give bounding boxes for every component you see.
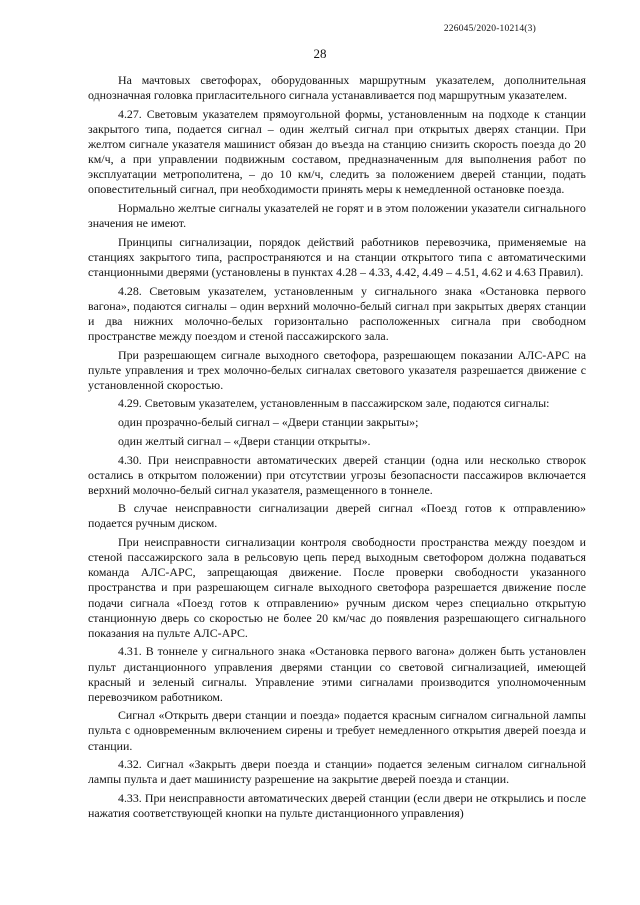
paragraph: 4.33. При неисправности автоматических дверей станции (если двери не открылись и после нажатия соответствующей кнопки на пульте дистанционного управления) xyxy=(88,791,586,821)
paragraph: Нормально желтые сигналы указателей не горят и в этом положении указатели сигнального значения не имеют. xyxy=(88,200,586,231)
paragraph: один прозрачно-белый сигнал – «Двери станции закрыты»; xyxy=(118,415,419,430)
paragraph: 4.32. Сигнал «Закрыть двери поезда и станции» подается зеленым сигналом сигнальной лампы пульта и дает машинисту разрешение на закрытие дверей поезда и станции. xyxy=(88,757,586,787)
paragraph: На мачтовых светофорах, оборудованных маршрутным указателем, дополнительная однозначная головка пригласительного сигнала устанавливается под маршрутным указателем. xyxy=(88,73,586,103)
paragraph: При разрешающем сигнале выходного светофора, разрешающем показании АЛС-АРС на пульте управления и трех молочно-белых сигналах светового указателя разрешается движение с установленной скоростью. xyxy=(88,347,586,392)
paragraph: Принципы сигнализации, порядок действий работников перевозчика, применяемые на станциях закрытого типа, распространяются и на станции открытого типа с автоматическими станционными дверями (установлены в пунктах 4.28 – 4.33, 4.42, 4.49 – 4.51, 4.62 и 4.63 Правил). xyxy=(88,234,586,279)
paragraph: В случае неисправности сигнализации дверей сигнал «Поезд готов к отправлению» подается ручным диском. xyxy=(88,501,586,531)
paragraph: При неисправности сигнализации контроля свободности пространства между поездом и стеной пассажирского зала в рельсовую цепь перед выходным светофором должна подаваться команда АЛС-АРС, запрещающая движение. После проверки свободности указанного пространства и при разрешающем сигнале выходного светофора разрешается движение после подачи сигнала «Поезд готов к отправлению» ручным диском через специально открытую станционную дверь со скоростью не более 20 км/час до появления разрешающего сигнального показания на пульте АЛС-АРС. xyxy=(88,535,586,640)
paragraph: 4.29. Световым указателем, установленным в пассажирском зале, подаются сигналы: xyxy=(118,396,550,411)
paragraph: Сигнал «Открыть двери станции и поезда» подается красным сигналом сигнальной лампы пульта с одновременным включением сирены и требует немедленного открытия дверей поезда и станции. xyxy=(88,708,586,753)
paragraph: 4.31. В тоннеле у сигнального знака «Остановка первого вагона» должен быть установлен пульт дистанционного управления дверями станции со световой сигнализацией, имеющей красный и зеленый сигналы. Управление этими сигналами производится уполномоченным перевозчиком работником. xyxy=(88,644,586,704)
paragraph: 4.27. Световым указателем прямоугольной формы, установленным на подходе к станции закрытого типа, подается сигнал – один желтый сигнал при открытых дверях станции. При желтом сигнале указателя машинист обязан до въезда на станцию снизить скорость поезда до 20 км/ч, а при управлении подвижным составом, предназначенным для выполнения работ по эксплуатации метрополитена, – до 10 км/ч, следить за положением дверей станции, подать оповестительный сигнал, при необходимости принять меры к немедленной остановке поезда. xyxy=(88,106,586,197)
paragraph: 4.28. Световым указателем, установленным у сигнального знака «Остановка первого вагона», подаются сигналы – один верхний молочно-белый сигнал при закрытых дверях станции и два нижних молочно-белых горизонтально расположенных сигнала при свободном пространстве между поездом и стеной пассажирского зала. xyxy=(88,283,586,343)
document-body xyxy=(88,73,586,825)
paragraph: один желтый сигнал – «Двери станции открыты». xyxy=(118,433,371,448)
document-id: 226045/2020-10214(3) xyxy=(443,24,536,34)
page-number: 28 xyxy=(313,46,327,61)
paragraph: 4.30. При неисправности автоматических дверей станции (одна или несколько створок остались в открытом положении) при отсутствии угрозы безопасности пассажиров включается верхний молочно-белый сигнал указателя, размещенного в тоннеле. xyxy=(88,452,586,497)
